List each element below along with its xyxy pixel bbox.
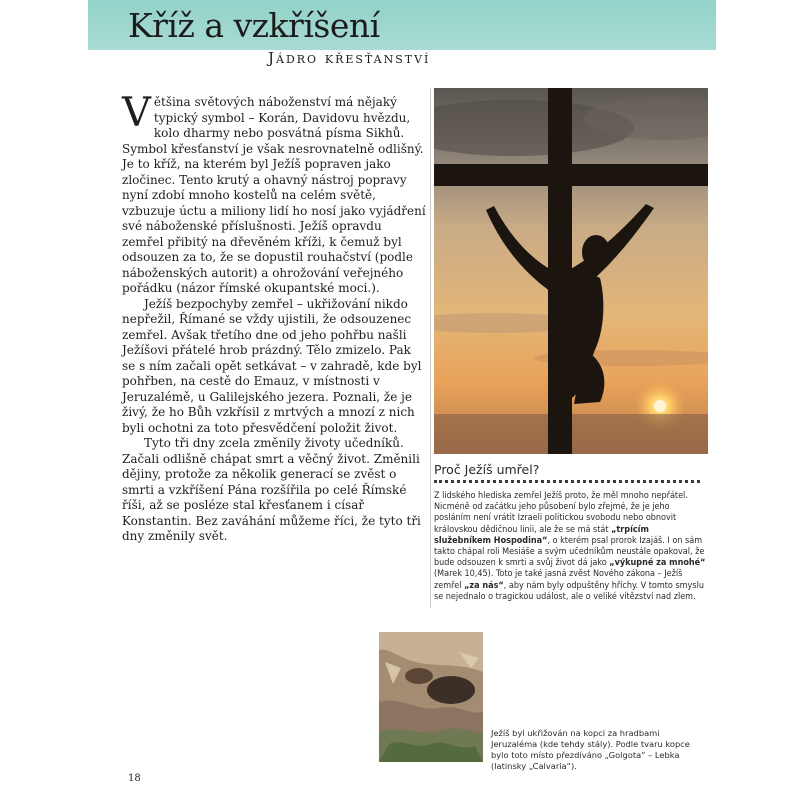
article-paragraph: Tyto tři dny zcela změnily životy učedníků. Začali odlišně chápat smrt a věčný život. Změnili dějiny, protože za několik generací se zvěst o smrti a vzkříšení Pána rozšířila po celé Římské říši, až se posléze stal křesťanem i císař Konstantin. Bez zaváhání můžeme říci, že tyto tři dny změnily svět.: [122, 436, 421, 543]
golgotha-rock-photo: [379, 632, 483, 762]
drop-cap: V: [122, 90, 151, 136]
dotted-divider: [434, 480, 700, 483]
crucifix-sunset-photo: [434, 88, 708, 454]
sidebar-text-part: Z lidského hlediska zemřel Ježíš proto, že měl mnoho nepřátel. Nicméně od začátku jeho působení bylo zřejmé, že je jeho posláním není vrátit Izraeli politickou svobodu nebo obnovit královskou dědičnou linii, ale že se má stát: [434, 491, 688, 535]
page-subtitle: Jádro křesťanství: [268, 49, 431, 67]
sidebar-emphasis: „výkupné za mnohé“: [609, 558, 706, 569]
sidebar-text-part: (Marek 10,45). Toto je také jasná zvěst Nového zákona – Ježíš zemřel: [434, 569, 683, 591]
sidebar-heading: Proč Ježíš umřel?: [434, 462, 540, 477]
book-page: [88, 0, 716, 800]
sidebar-text-part: , o kterém psal prorok Izajáš. I on sám takto chápal roli Mesiáše a svým učedníkům neustále opakoval, že bude odsouzen k smrti a svůj život dá jako: [434, 535, 705, 569]
page-number: 18: [128, 773, 141, 784]
photo-caption: Ježíš byl ukřižován na kopci za hradbami Jeruzaléma (kde tehdy stály). Podle tvaru kopce bylo toto místo přezdíváno „Golgota“ – Lebka (latinsky „Calvaria“).: [491, 728, 690, 771]
article-paragraph: Ježíš bezpochyby zemřel – ukřižování nikdo nepřežil, Římané se vždy ujistili, že odsouzenec zemřel. Avšak třetího dne od jeho pohřbu našli Ježíšovi přátelé hrob prázdný. Tělo zmizelo. Pak se s ním začali opět setkávat – v zahradě, kde byl pohřben, na cestě do Emauz, v místnosti v Jeruzalémě, u Galilejského jezera. Poznali, že je živý, že ho Bůh vzkřísil z mrtvých a mnozí z nich byli ochotni za toto přesvědčení položit život.: [122, 296, 422, 435]
main-article: [122, 90, 426, 545]
sidebar-text-part: , aby nám byly odpuštěny hříchy. V tomto smyslu se nejednalo o tragickou událost, ale o veliké vítězství nad zlem.: [434, 580, 704, 602]
title-band: [88, 0, 716, 50]
page-title: Kříž a vzkříšení: [128, 6, 380, 45]
rock-image: [379, 632, 483, 762]
paragraph-text: ětšina světových náboženství má nějaký typický symbol – Korán, Davidovu hvězdu, kolo dharmy nebo posvátná písma Sikhů. Symbol křesťanství je však nesrovnatelně odlišný. Je to kříž, na kterém byl Ježíš popraven jako zločinec. Tento krutý a ohavný nástroj popravy nyní zdobí mnoho kostelů na celém světě, vzbuzuje úctu a miliony lidí ho nosí jako vyjádření své náboženské příslušnosti. Ježíš opravdu zemřel přibitý na dřevěném kříži, k čemuž byl odsouzen za to, že se dopustil rouhačství (podle náboženských autorit) a ohrožování veřejného pořádku (názor římské okupantské moci.).: [122, 95, 426, 295]
crucifix-image: [434, 88, 708, 454]
sidebar-box: [434, 462, 708, 603]
sidebar-body: [434, 491, 708, 603]
sidebar-emphasis: „za nás“: [464, 580, 504, 591]
sidebar-emphasis: „trpícím služebníkem Hospodina“: [434, 524, 649, 546]
column-divider: [430, 88, 431, 608]
article-paragraph: [122, 90, 426, 297]
